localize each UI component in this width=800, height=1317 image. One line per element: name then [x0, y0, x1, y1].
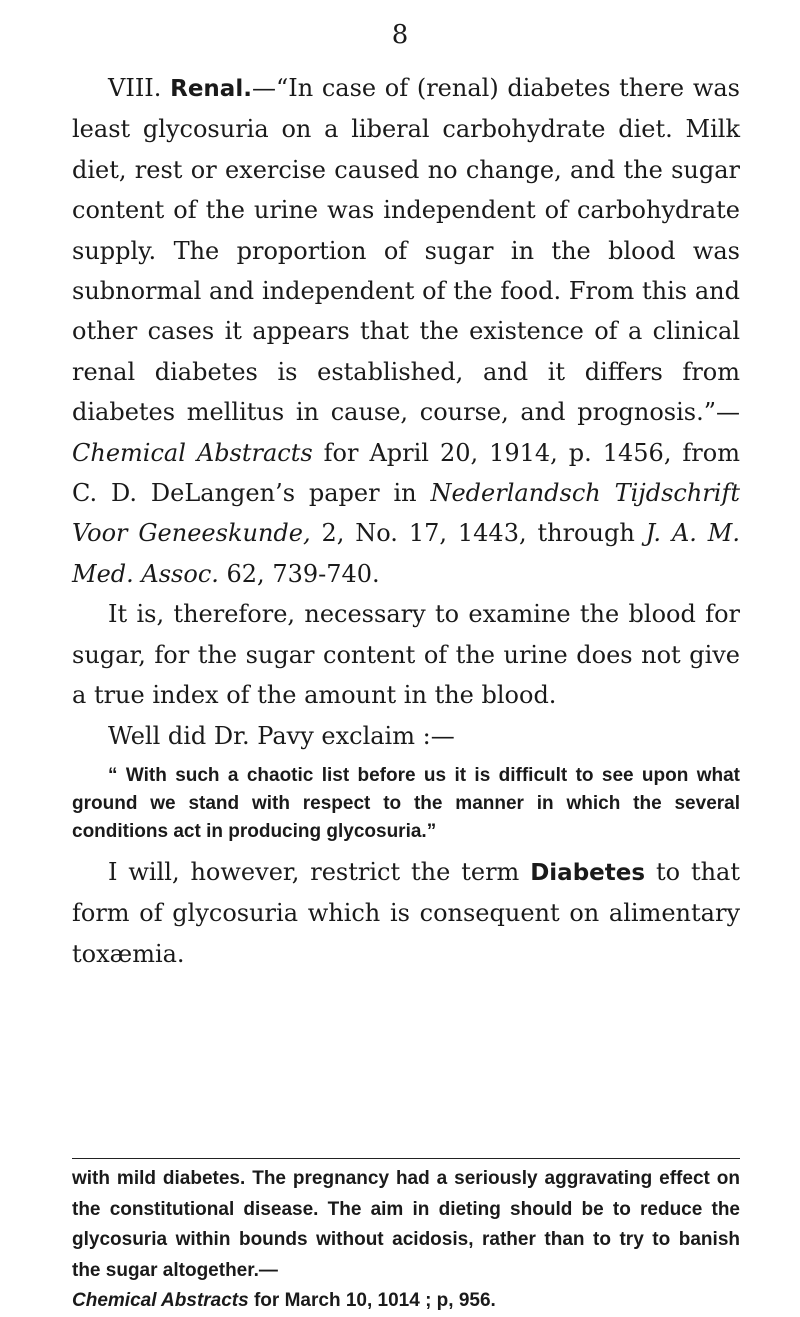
citation-text-3: 62, 739-740. [218, 559, 380, 588]
term-after: to that form of glycosuria which is consequent on alimentary toxæmia. [72, 857, 740, 968]
opening-quote: —“In case of (renal) diabetes there was least glycosuria on a liberal carbohydrate diet. Milk diet, rest or exercise caused no change, and the sugar content of the urine was independent of carbohydrate supply. The proportion of sugar in the blood was subnormal and independent of the food. From this and other cases it appears that the existence of a clinical renal diabetes is established, and it differs from diabetes mellitus in cause, course, and prognosis.”— [72, 74, 740, 427]
citation-text-2: 2, No. 17, 1443, through [310, 519, 646, 548]
citation-title-2: Nederlandsch Tijdschrift Voor Geneeskunde, [72, 479, 740, 548]
footnote [72, 1164, 740, 1317]
pavy-block-quote: “ With such a chaotic list before us it is difficult to see upon what ground we stand with respect to the manner in which the several conditions act in producing glycosuria.” [72, 764, 740, 842]
paragraph-diabetes-term [72, 852, 740, 974]
footnote-divider [72, 1158, 740, 1159]
citation-title-3: J. A. M. Med. Assoc. [72, 519, 740, 588]
citation-text-1: for April 20, 1914, p. 1456, from C. D. DeLangen’s paper in [72, 438, 740, 508]
footnote-source-title: Chemical Abstracts [72, 1290, 249, 1311]
section-heading: Renal. [170, 76, 252, 102]
paragraph-blood-sugar: It is, therefore, necessary to examine the blood for sugar, for the sugar content of the urine does not give a true index of the amount in the blood. [72, 600, 740, 710]
main-text [72, 68, 740, 974]
footnote-source-text: for March 10, 1014 ; p, 956. [248, 1290, 496, 1311]
footnote-paragraph [72, 1164, 740, 1317]
term-diabetes: Diabetes [530, 859, 646, 886]
term-before: I will, however, restrict the term [108, 857, 531, 886]
section-numeral: VIII. [108, 74, 162, 102]
paragraph-pavy: Well did Dr. Pavy exclaim :— [108, 721, 455, 750]
renal-paragraph [72, 68, 740, 594]
page-number: 8 [391, 20, 409, 50]
footnote-text: with mild diabetes. The pregnancy had a seriously aggravating effect on the constitutional disease. The aim in dieting should be to reduce the glycosuria within bounds without acidosis, rather than to try to banish the sugar altogether.— [72, 1168, 740, 1281]
citation-title-1: Chemical Abstracts [72, 438, 313, 467]
